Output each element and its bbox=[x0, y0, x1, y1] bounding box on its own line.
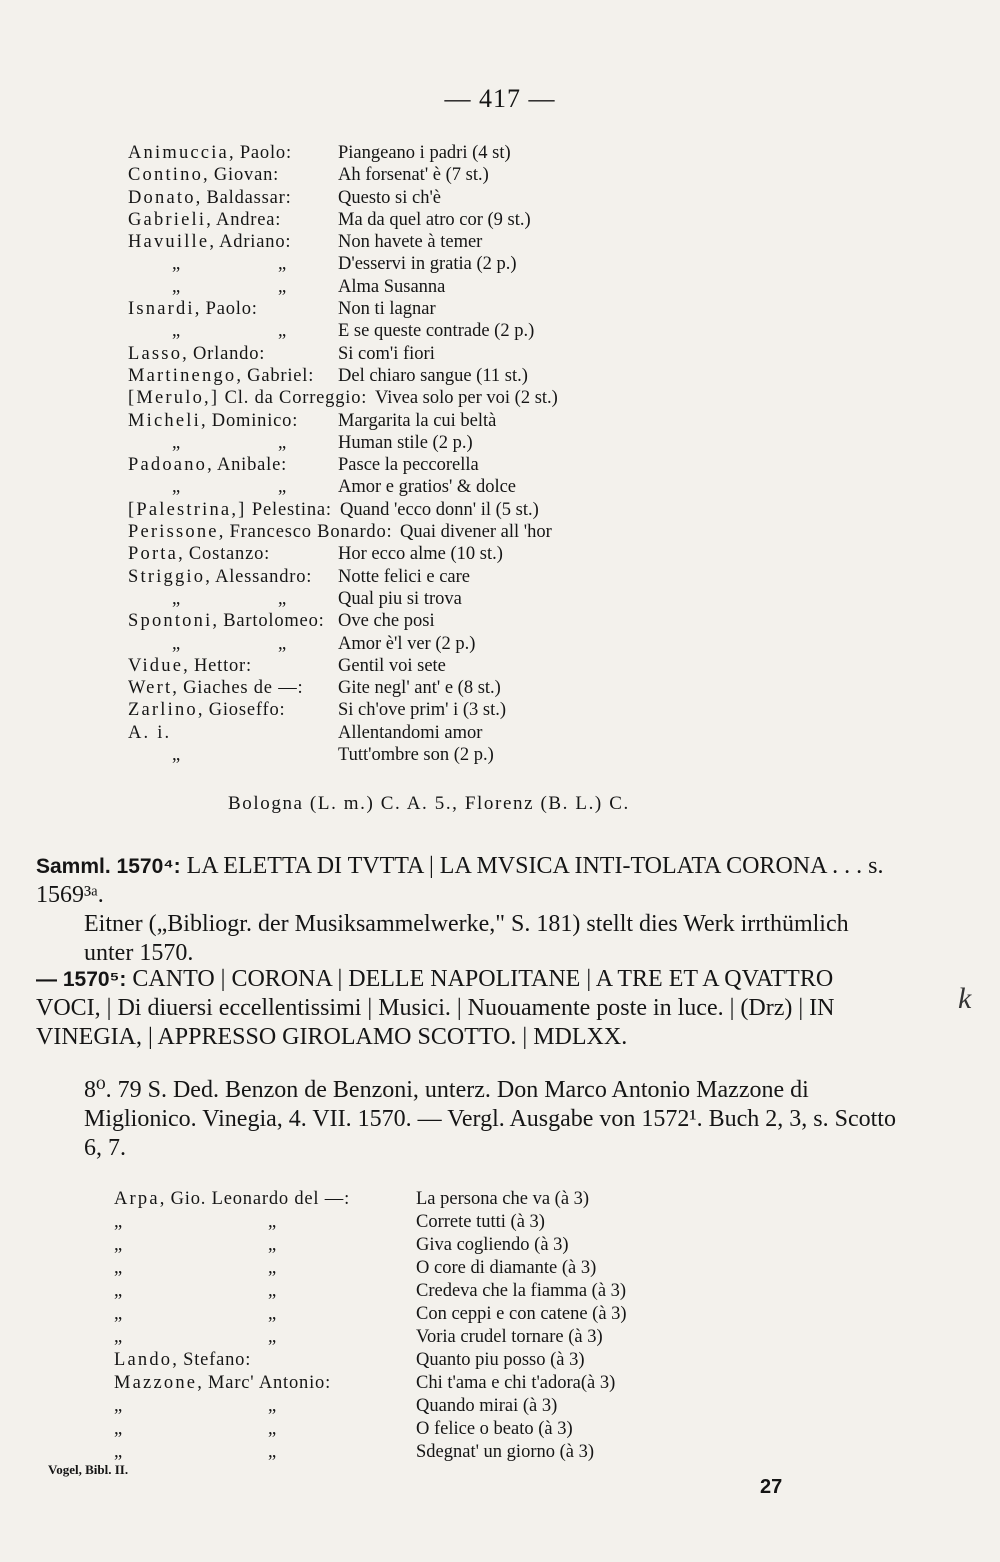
ditto-mark: „ bbox=[278, 321, 287, 342]
composer-name: Contino, Giovan: bbox=[128, 165, 280, 186]
song-title: Margarita la cui beltà bbox=[338, 410, 497, 431]
composer-name: Zarlino, Gioseffo: bbox=[128, 700, 286, 721]
ditto-mark: „ bbox=[114, 1212, 123, 1232]
song-title: Piangeano i padri (4 st) bbox=[338, 143, 511, 163]
ditto-mark: „ bbox=[172, 254, 181, 275]
list-item bbox=[128, 253, 748, 275]
ditto-mark: „ bbox=[114, 1304, 123, 1324]
song-title: Quai divener all 'hor bbox=[400, 522, 552, 543]
ditto-mark: „ bbox=[268, 1419, 277, 1439]
song-title: Gite negl' ant' e (8 st.) bbox=[338, 678, 501, 699]
composer-name: Padoano, Anibale: bbox=[128, 455, 288, 476]
list-item bbox=[114, 1349, 734, 1372]
composer-name: Gabrieli, Andrea: bbox=[128, 209, 282, 230]
composer-name: Mazzone, Marc' Antonio: bbox=[114, 1373, 332, 1393]
composer-name: Martinengo, Gabriel: bbox=[128, 365, 315, 386]
ditto-mark: „ bbox=[114, 1235, 123, 1255]
list-item bbox=[128, 543, 748, 565]
list-item bbox=[128, 343, 748, 365]
list-item bbox=[114, 1234, 734, 1257]
ditto-mark: „ bbox=[268, 1212, 277, 1232]
signature-mark: Vogel, Bibl. II. bbox=[48, 1462, 129, 1477]
ditto-mark: „ bbox=[278, 432, 287, 453]
list-item bbox=[128, 633, 748, 655]
ditto-mark: „ bbox=[114, 1258, 123, 1278]
ditto-mark: „ bbox=[114, 1442, 123, 1462]
list-item bbox=[128, 655, 748, 677]
entry-title: CANTO | CORONA | DELLE NAPOLITANE | A TRE ET A QVATTRO VOCI, | Di diuersi eccellentissimi | Musici. | Nuouamente poste in luce. | (Drz) | IN VINEGIA, | APPRESSO GIROLAMO SCOTTO. | MDLXX. bbox=[36, 966, 835, 1050]
list-item bbox=[114, 1280, 734, 1303]
list-item bbox=[128, 566, 748, 588]
composer-name: [Merulo,] Cl. da Correggio: bbox=[128, 388, 368, 409]
list-item bbox=[114, 1257, 734, 1280]
song-title: Amor è'l ver (2 p.) bbox=[338, 633, 476, 654]
list-item bbox=[128, 722, 748, 744]
composer-list-1 bbox=[128, 142, 748, 766]
song-title: Si ch'ove prim' i (3 st.) bbox=[338, 700, 507, 721]
composer-name: Micheli, Dominico: bbox=[128, 410, 299, 431]
list-item bbox=[128, 499, 748, 521]
ditto-mark: „ bbox=[278, 588, 287, 609]
song-title: Correte tutti (à 3) bbox=[416, 1212, 545, 1232]
song-title: Questo si ch'è bbox=[338, 187, 442, 208]
song-title: Con ceppi e con catene (à 3) bbox=[416, 1304, 627, 1324]
composer-name: Porta, Costanzo: bbox=[128, 544, 271, 565]
list-item bbox=[114, 1326, 734, 1349]
list-item bbox=[128, 320, 748, 342]
composer-name: Animuccia, Paolo: bbox=[128, 143, 292, 163]
composer-name: Lando, Stefano: bbox=[114, 1350, 252, 1370]
song-title: Quanto piu posso (à 3) bbox=[416, 1350, 585, 1370]
song-title: Non ti lagnar bbox=[338, 299, 436, 320]
entry-title: LA ELETTA DI TVTTA | LA MVSICA INTI-TOLATA CORONA . . . s. 1569³ᵃ. bbox=[36, 853, 884, 908]
composer-name: Donato, Baldassar: bbox=[128, 187, 292, 208]
song-title: O core di diamante (à 3) bbox=[416, 1258, 597, 1278]
list-item bbox=[128, 209, 748, 231]
ditto-mark: „ bbox=[114, 1396, 123, 1416]
list-item bbox=[128, 432, 748, 454]
song-title: La persona che va (à 3) bbox=[416, 1189, 590, 1209]
song-title: Del chiaro sangue (11 st.) bbox=[338, 365, 528, 386]
list-item bbox=[114, 1188, 734, 1211]
ditto-mark: „ bbox=[114, 1419, 123, 1439]
song-title: Si com'i fiori bbox=[338, 343, 435, 364]
song-title: Pasce la peccorella bbox=[338, 455, 479, 476]
song-title: Credeva che la fiamma (à 3) bbox=[416, 1281, 627, 1301]
ditto-mark: „ bbox=[172, 745, 181, 766]
song-title: Tutt'ombre son (2 p.) bbox=[338, 745, 494, 766]
list-item bbox=[128, 187, 748, 209]
list-item bbox=[128, 454, 748, 476]
song-title: Hor ecco alme (10 st.) bbox=[338, 544, 503, 565]
list-item bbox=[128, 365, 748, 387]
composer-name: Isnardi, Paolo: bbox=[128, 299, 258, 320]
ditto-mark: „ bbox=[172, 276, 181, 297]
list-item bbox=[128, 298, 748, 320]
ditto-mark: „ bbox=[278, 276, 287, 297]
song-title: Sdegnat' un giorno (à 3) bbox=[416, 1442, 595, 1462]
list-item bbox=[128, 164, 748, 186]
list-item bbox=[114, 1211, 734, 1234]
ditto-mark: „ bbox=[278, 633, 287, 654]
song-title: Allentandomi amor bbox=[338, 722, 483, 743]
ditto-mark: „ bbox=[268, 1327, 277, 1347]
song-title: Ma da quel atro cor (9 st.) bbox=[338, 209, 531, 230]
ditto-mark: „ bbox=[172, 633, 181, 654]
song-title: Gentil voi sete bbox=[338, 655, 446, 676]
margin-handwritten-mark: k bbox=[958, 982, 972, 1015]
entry-label: Samml. 1570⁴: bbox=[36, 855, 181, 878]
ditto-mark: „ bbox=[268, 1235, 277, 1255]
song-title: Notte felici e care bbox=[338, 566, 470, 587]
entry-1570-4 bbox=[36, 852, 896, 968]
list-item bbox=[128, 521, 748, 543]
ditto-mark: „ bbox=[268, 1396, 277, 1416]
entry-details: 8⁰. 79 S. Ded. Benzon de Benzoni, unterz. Don Marco Antonio Mazzone di Miglionico. Vinegia, 4. VII. 1570. — Vergl. Ausgabe von 1572¹. Buch 2, 3, s. Scotto 6, 7. bbox=[84, 1077, 896, 1161]
song-title: O felice o beato (à 3) bbox=[416, 1419, 573, 1439]
song-title: Giva cogliendo (à 3) bbox=[416, 1235, 569, 1255]
composer-list-2 bbox=[114, 1188, 734, 1464]
list-item bbox=[128, 699, 748, 721]
list-item bbox=[114, 1418, 734, 1441]
song-title: Alma Susanna bbox=[338, 276, 446, 297]
composer-name: Lasso, Orlando: bbox=[128, 343, 266, 364]
list-item bbox=[128, 744, 748, 766]
page-number: — 417 — bbox=[444, 84, 556, 113]
entry-note: Eitner („Bibliogr. der Musiksammelwerke," S. 181) stellt dies Werk irrthümlich unter 1570. bbox=[84, 911, 849, 966]
ditto-mark: „ bbox=[268, 1281, 277, 1301]
list-item bbox=[114, 1303, 734, 1326]
song-title: E se queste contrade (2 p.) bbox=[338, 321, 535, 342]
song-title: Non havete à temer bbox=[338, 232, 483, 253]
ditto-mark: „ bbox=[114, 1281, 123, 1301]
ditto-mark: „ bbox=[278, 477, 287, 498]
list-item bbox=[128, 410, 748, 432]
ditto-mark: „ bbox=[114, 1327, 123, 1347]
composer-name: Striggio, Alessandro: bbox=[128, 566, 313, 587]
composer-name: Spontoni, Bartolomeo: bbox=[128, 611, 325, 632]
song-title: Ah forsenat' è (7 st.) bbox=[338, 165, 489, 186]
list-item bbox=[128, 610, 748, 632]
song-title: Human stile (2 p.) bbox=[338, 432, 473, 453]
ditto-mark: „ bbox=[172, 477, 181, 498]
song-title: Ove che posi bbox=[338, 611, 435, 632]
composer-name: Wert, Giaches de —: bbox=[128, 678, 304, 699]
song-title: Qual piu si trova bbox=[338, 588, 462, 609]
ditto-mark: „ bbox=[172, 321, 181, 342]
song-title: Vivea solo per voi (2 st.) bbox=[375, 388, 558, 409]
ditto-mark: „ bbox=[172, 588, 181, 609]
ditto-mark: „ bbox=[268, 1442, 277, 1462]
list-item bbox=[114, 1372, 734, 1395]
song-title: D'esservi in gratia (2 p.) bbox=[338, 254, 517, 275]
ditto-mark: „ bbox=[278, 254, 287, 275]
entry-description bbox=[36, 1076, 896, 1163]
sheet-number: 27 bbox=[760, 1476, 783, 1498]
song-title: Quand 'ecco donn' il (5 st.) bbox=[340, 499, 539, 520]
composer-name: [Palestrina,] Pelestina: bbox=[128, 499, 332, 520]
list-item bbox=[128, 677, 748, 699]
list-item bbox=[114, 1395, 734, 1418]
song-title: Voria crudel tornare (à 3) bbox=[416, 1327, 603, 1347]
library-locations: Bologna (L. m.) C. A. 5., Florenz (B. L.) C. bbox=[228, 793, 630, 814]
song-title: Chi t'ama e chi t'adora(à 3) bbox=[416, 1373, 616, 1393]
ditto-mark: „ bbox=[172, 432, 181, 453]
list-item bbox=[128, 588, 748, 610]
entry-label: — 1570⁵: bbox=[36, 968, 127, 991]
song-title: Quando mirai (à 3) bbox=[416, 1396, 558, 1416]
list-item bbox=[128, 387, 748, 409]
composer-name: Vidue, Hettor: bbox=[128, 655, 252, 676]
entry-1570-5 bbox=[36, 965, 896, 1052]
list-item bbox=[128, 142, 748, 164]
list-item bbox=[128, 231, 748, 253]
list-item bbox=[128, 476, 748, 498]
composer-name: A. i. bbox=[128, 722, 172, 743]
composer-name: Arpa, Gio. Leonardo del —: bbox=[114, 1189, 351, 1209]
ditto-mark: „ bbox=[268, 1258, 277, 1278]
song-title: Amor e gratios' & dolce bbox=[338, 477, 517, 498]
ditto-mark: „ bbox=[268, 1304, 277, 1324]
list-item bbox=[128, 276, 748, 298]
composer-name: Perissone, Francesco Bonardo: bbox=[128, 522, 393, 543]
list-item bbox=[114, 1441, 734, 1464]
composer-name: Havuille, Adriano: bbox=[128, 232, 292, 253]
